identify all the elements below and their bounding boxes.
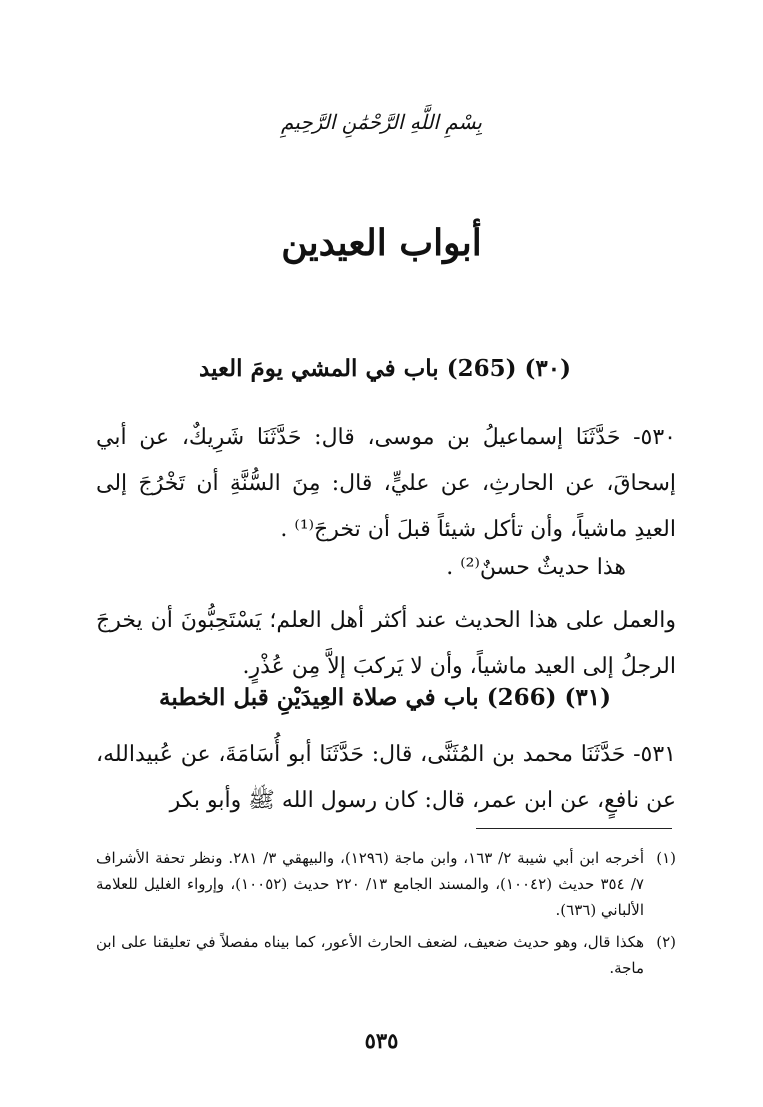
footnotes	[96, 845, 676, 987]
footnote-item	[96, 929, 676, 981]
hadith-531: ٥٣١- حَدَّثَنَا محمد بن المُثَنَّى، قال: حَدَّثَنَا أبو أُسَامَةَ، عن عُبيدالله، عن نافعٍ، عن ابن عمر، قال: كان رسول الله ﷺ وأبو بكر	[96, 742, 676, 813]
section-heading-walking: (٣٠) (265) باب في المشي يومَ العيد	[199, 355, 571, 382]
basmala-header: بِسْمِ اللَّهِ الرَّحْمَٰنِ الرَّحِيمِ	[280, 110, 482, 134]
footnote-number: (١)	[656, 849, 676, 867]
page-number: ٥٣٥	[364, 1028, 399, 1053]
footnote-divider	[476, 828, 672, 829]
footnote-text: هكذا قال، وهو حديث ضعيف، لضعف الحارث الأعور، كما بيناه مفصلاً في تعليقنا على ابن ماجة.	[96, 933, 644, 977]
chapter-title: أبواب العيدين	[281, 222, 482, 264]
footnote-item	[96, 845, 676, 923]
footnote-number: (٢)	[656, 933, 676, 951]
footnote-text: أخرجه ابن أبي شيبة ٢/ ١٦٣، وابن ماجة (١٢٩٦)، والبيهقي ٣/ ٢٨١. ونظر تحفة الأشراف ٧/ ٣٥٤ حديث (١٠٠٤٢)، والمسند الجامع ١٣/ ٢٢٠ حديث (١٠٠٥٢)، وإرواء الغليل للعلامة الألباني (٦٣٦).	[96, 849, 645, 919]
hadith-530: ٥٣٠- حَدَّثَنَا إسماعيلُ بن موسى، قال: حَدَّثَنَا شَرِيكٌ، عن أبي إسحاقَ، عن الحارثِ، عن عليٍّ، قال: مِنَ السُّنَّةِ أن تَخْرُجَ إلى العيدِ ماشياً، وأن تأكل شيئاً قبلَ أن تخرجَ⁽¹⁾ .	[96, 425, 676, 542]
scholars-practice: والعمل على هذا الحديث عند أكثر أهل العلم؛ يَسْتَحِبُّونَ أن يخرجَ الرجلُ إلى العيد ماشياً، وأن لا يَركبَ إلاَّ مِن عُذْرٍ.	[96, 608, 676, 679]
hadith-grading: هذا حديثٌ حسنٌ⁽²⁾ .	[446, 555, 626, 580]
section-heading-prayer: (٣١) (266) باب في صلاة العِيدَيْنِ قبل الخطبة	[158, 684, 612, 711]
